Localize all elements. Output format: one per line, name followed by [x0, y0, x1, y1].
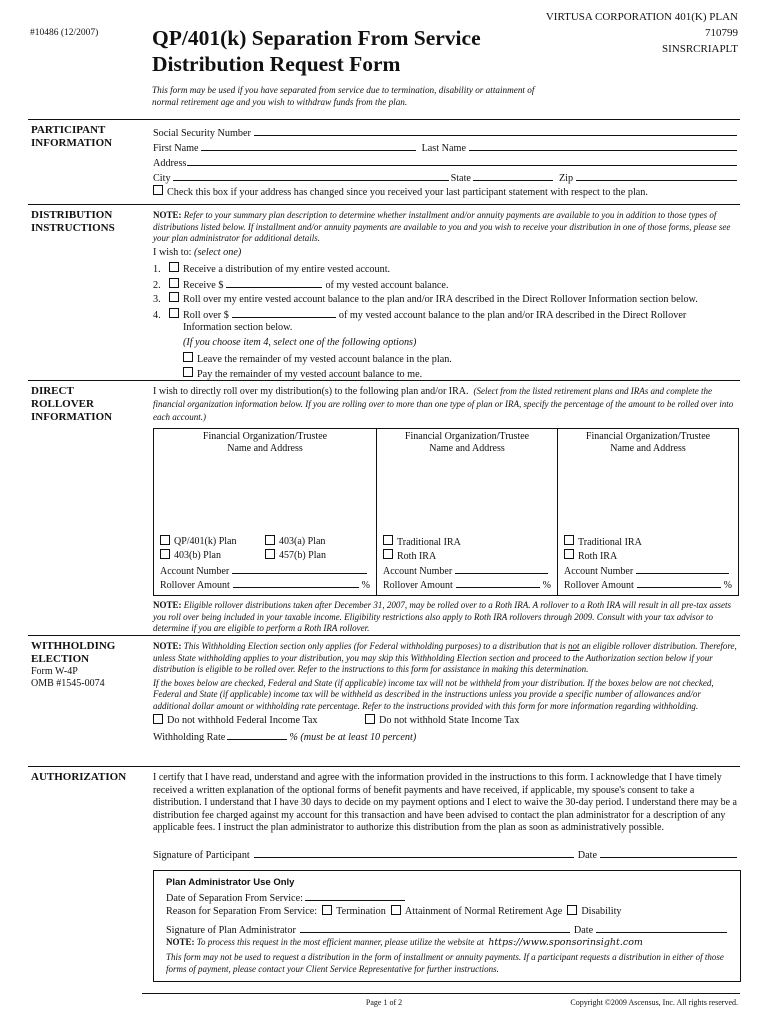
rollover-label: DIRECT ROLLOVER INFORMATION	[31, 385, 113, 424]
separation-date-field[interactable]	[305, 890, 405, 901]
distribution-label: DISTRIBUTION INSTRUCTIONS	[31, 209, 115, 235]
admin-signature-field[interactable]	[300, 922, 570, 933]
distribution-section: DISTRIBUTION INSTRUCTIONS NOTE: Refer to your summary plan description to determine whether installment and/or annuity payments are available to you in addition to those types of distributions listed below. If installment and/or annuity payments are available to you and you wish to receive your distribution in one of those forms, please see your plan administrator for additional details. I wish to: (select one) 1. Receive a distribution of my entire vested account. 2. Receive $ of my vested account balance. 3. Roll over my entire vested account balance to the plan and/or IRA described in the Direct Rollover Information section below. 4. Roll over $ of my vested account balance to the plan and/or IRA described in the Direct Rollover Information section below. (If you choose item 4, select one of the following options) Leave the remainder of my vested account balance in the plan. Pay the remainder of my vested account balance to me.	[28, 204, 740, 380]
state-label: State	[450, 173, 471, 184]
admin-date-field[interactable]	[596, 922, 727, 933]
traditional-ira-2-option[interactable]: Traditional IRA	[383, 535, 551, 549]
participant-section	[28, 119, 740, 205]
first-name-field[interactable]	[201, 140, 416, 151]
rollover-column-1: Financial Organization/Trustee Name and Address QP/401(k) Plan 403(a) Plan 403(b) Plan 457(b) Plan Account Number Rollover Amount %	[154, 429, 377, 596]
remainder-leave-option[interactable]: Leave the remainder of my vested account balance in the plan.	[153, 352, 740, 367]
termination-option[interactable]: Termination	[322, 905, 386, 919]
403a-option[interactable]: 403(a) Plan	[265, 535, 370, 549]
qp-401k-option[interactable]: QP/401(k) Plan	[160, 535, 265, 549]
remainder-leave-checkbox[interactable]	[183, 352, 193, 362]
city-field[interactable]	[173, 170, 449, 181]
457b-option[interactable]: 457(b) Plan	[265, 549, 370, 563]
trustee-1-field[interactable]	[154, 455, 376, 533]
website-link[interactable]: https://www.sponsorinsight.com	[488, 937, 643, 949]
receive-amount-field[interactable]	[226, 277, 322, 288]
withholding-section: WITHHOLDING ELECTION Form W-4P OMB #1545-0074 NOTE: This Withholding Election section only applies (for Federal withholding purposes) to a distribution that is not an eligible rollover distribution. Therefore, unless State withholding applies to your distribution, you may skip this Withholding Election section and proceed to the Authorization section below if your distribution is eligible to be rolled over. Refer to the instructions to this form for assistance in making this determination. If the boxes below are checked, Federal and State (if applicable) income tax will not be withheld from your distribution. If the boxes below are not checked, Federal and State (if applicable) income tax will be withheld as described in the instructions unless you provide a specific number of allowances and/or additional dollar amount or withholding rate percentage. Refer to the instructions provided with this form for more information regarding withholding. Do not withhold Federal Income Tax Do not withhold State Income Tax Withholding Rate % (must be at least 10 percent)	[28, 635, 740, 766]
option-1-checkbox[interactable]	[169, 262, 179, 272]
remainder-pay-checkbox[interactable]	[183, 367, 193, 377]
bottom-rule	[142, 993, 740, 994]
rollover-amount-1-field[interactable]: Rollover Amount %	[160, 577, 370, 591]
address-changed-checkbox[interactable]	[153, 185, 163, 195]
retirement-option[interactable]: Attainment of Normal Retirement Age	[391, 905, 562, 919]
roth-ira-3-option[interactable]: Roth IRA	[564, 549, 732, 563]
state-field[interactable]	[473, 170, 553, 181]
rollover-column-3: Financial Organization/Trustee Name and Address Traditional IRA Roth IRA Account Number Rollover Amount %	[558, 429, 739, 596]
plan-info	[546, 10, 738, 58]
address-field[interactable]: Address	[153, 155, 740, 170]
rollover-amount-3-field[interactable]: Rollover Amount %	[564, 577, 732, 591]
rollover-column-2: Financial Organization/Trustee Name and Address Traditional IRA Roth IRA Account Number Rollover Amount %	[377, 429, 558, 596]
trustee-3-field[interactable]	[558, 455, 738, 533]
admin-disclaimer: This form may not be used to request a distribution in the form of installment or annuity payments. If a participant requests a distribution in either of those forms of payment, please contact your Client Service Representative for further instructions.	[166, 952, 724, 974]
participant-signature-field[interactable]	[254, 847, 574, 858]
page-number: Page 1 of 2	[365, 998, 403, 1007]
plan-name: VIRTUSA CORPORATION 401(K) PLAN	[545, 11, 738, 23]
no-state-checkbox[interactable]	[365, 714, 375, 724]
authorization-label: AUTHORIZATION	[31, 771, 127, 783]
remainder-pay-option[interactable]: Pay the remainder of my vested account balance to me.	[153, 367, 740, 382]
option-partial-amount[interactable]: 2. Receive $ of my vested account balance.	[153, 277, 740, 292]
copyright: Copyright ©2009 Ascensus, Inc. All rights reserved.	[570, 998, 738, 1007]
authorization-section: AUTHORIZATION I certify that I have read, understand and agree with the information provided in the instructions to this form. I acknowledge that I have timely received a written explanation of the optional forms of benefit payments and have received, if applicable, my spouse's consent to take a distribution. I understand that I have 30 days to decide on my payment options and I elect to waive the 30-day period. I understand there may be a distribution fee charged against my account for this transaction and have been advised to contact the plan administrator for a description of any applicable fees. I instruct the plan administrator to authorize this distribution from the plan as soon as administratively possible. Signature of Participant Date Plan Administrator Use Only Date of Separation From Service: Reason for Separation From Service: Termination Attainment of Normal Retirement Age Disability Signature of Plan Administrator Date NOTE: To process this request in the most efficient manner, please utilize the website at https://www.sponsorinsight.com This form may not be used to request a distribution in the form of installment or annuity payments. If a participant requests a distribution in either of those forms of payment, please contact your Client Service Representative for further instructions.	[28, 766, 740, 993]
rollover-amount-field[interactable]	[232, 307, 336, 318]
participant-label: PARTICIPANT INFORMATION	[31, 124, 113, 150]
option-entire-account[interactable]: 1. Receive a distribution of my entire vested account.	[153, 263, 391, 275]
disability-option[interactable]: Disability	[567, 905, 621, 919]
admin-use-box: Plan Administrator Use Only Date of Separation From Service: Reason for Separation From Service: Termination Attainment of Normal Retirement Age Disability Signature of Plan Administrator Date NOTE: To process this request in the most efficient manner, please utilize the website at https://www.sponsorinsight.com This form may not be used to request a distribution in the form of installment or annuity payments. If a participant requests a distribution in either of those forms of payment, please contact your Client Service Representative for further instructions.	[153, 870, 741, 983]
no-federal-option[interactable]: Do not withhold Federal Income Tax	[153, 714, 365, 728]
account-number-1-field[interactable]: Account Number	[160, 563, 370, 577]
option-3-checkbox[interactable]	[169, 292, 179, 302]
rollover-note: NOTE: Eligible rollover distributions taken after December 31, 2007, may be rolled over to a Roth IRA. A rollover to a Roth IRA will result in all pre-tax assets you roll over being included in your taxable income. Eligibility restrictions also apply to Roth IRA rollovers through 2009. Consult with your tax advisor to determine if you are eligible to perform a Roth IRA rollover.	[153, 600, 732, 634]
zip-field[interactable]	[576, 170, 737, 181]
withholding-note: NOTE: This Withholding Election section only applies (for Federal withholding purposes) to a distribution that is not an eligible rollover distribution. Therefore, unless State withholding applies to your distribution, you may skip this Withholding Election section and proceed to the Authorization section below if your distribution is eligible to be rolled over. Refer to the instructions to this form for assistance in making this determination.	[153, 641, 737, 675]
withholding-rate-field[interactable]	[227, 729, 287, 740]
first-name-label: First Name	[153, 143, 199, 154]
withholding-label: WITHHOLDING ELECTION Form W-4P OMB #1545-0074	[31, 640, 116, 690]
rollover-table	[153, 428, 739, 596]
account-number-2-field[interactable]: Account Number	[383, 563, 551, 577]
distribution-note: NOTE: Refer to your summary plan description to determine whether installment and/or annuity payments are available to you in addition to those types of distributions listed below. If installment and/or annuity payments are available to you and you wish to receive your distribution in one of those forms, please see your plan administrator for additional details.	[153, 210, 731, 244]
account-number-3-field[interactable]: Account Number	[564, 563, 732, 577]
traditional-ira-3-option[interactable]: Traditional IRA	[564, 535, 732, 549]
form-number: #10486 (12/2007)	[30, 28, 99, 38]
option-rollover-partial[interactable]: 4. Roll over $ of my vested account balance to the plan and/or IRA described in the Direct Rollover	[153, 307, 740, 322]
roth-ira-2-option[interactable]: Roth IRA	[383, 549, 551, 563]
authorization-text: I certify that I have read, understand and agree with the information provided in the instructions to this form. I acknowledge that I have timely received a written explanation of the optional forms of benefit payments and have received, if applicable, my spouse's consent to take a distribution. I understand that I have 30 days to decide on my payment options and I elect to waive the 30-day period. I understand there may be a distribution fee charged against my account for this transaction and have been advised to contact the plan administrator for a description of any applicable fees. I instruct the plan administrator to authorize this distribution from the plan as soon as administratively possible.	[153, 772, 737, 833]
participant-date-field[interactable]	[600, 847, 737, 858]
last-name-field[interactable]	[469, 140, 737, 151]
form-title-line2: Distribution Request Form	[152, 51, 401, 76]
plan-number: 710799	[705, 26, 738, 39]
form-intro: This form may be used if you have separated from service due to termination, disability or attainment of normal retirement age and you wish to withdraw funds from the plan.	[152, 85, 535, 107]
rollover-amount-2-field[interactable]: Rollover Amount %	[383, 577, 551, 591]
plan-code: SINSRCRIAPLT	[661, 42, 738, 55]
form-title	[152, 26, 481, 78]
address-changed-option[interactable]: Check this box if your address has changed since you received your last participant statement with respect to the plan.	[153, 185, 740, 200]
rollover-intro: I wish to directly roll over my distribution(s) to the following plan and/or IRA. (Select from the listed retirement plans and IRAs and complete the financial organization information below. If you are rolling over to more than one type of plan or IRA, specify the percentage of the amount to be rolled over into each account.)	[153, 386, 734, 422]
withholding-paragraph: If the boxes below are checked, Federal and State (if applicable) income tax will not be withheld from your distribution. If the boxes below are not checked, Federal and State (if applicable) income tax will be withheld as described in the instructions unless you provide a specific number of allowances and/or additional dollar amount or withholding rate percentage. Refer to the instructions provided with this form for more information regarding withholding.	[153, 677, 714, 711]
option-rollover-entire[interactable]: 3. Roll over my entire vested account balance to the plan and/or IRA described in the Direct Rollover Information section below.	[153, 293, 698, 305]
no-state-option[interactable]: Do not withhold State Income Tax	[365, 714, 519, 728]
option-2-checkbox[interactable]	[169, 278, 179, 288]
option-4-checkbox[interactable]	[169, 308, 179, 318]
ssn-field[interactable]: Social Security Number	[153, 125, 740, 140]
403b-option[interactable]: 403(b) Plan	[160, 549, 265, 563]
rollover-section	[28, 380, 740, 635]
no-federal-checkbox[interactable]	[153, 714, 163, 724]
city-label: City	[153, 173, 171, 184]
zip-label: Zip	[558, 173, 574, 184]
last-name-label: Last Name	[421, 143, 466, 154]
trustee-2-field[interactable]	[377, 455, 557, 533]
form-title-line1: QP/401(k) Separation From Service	[152, 26, 481, 50]
